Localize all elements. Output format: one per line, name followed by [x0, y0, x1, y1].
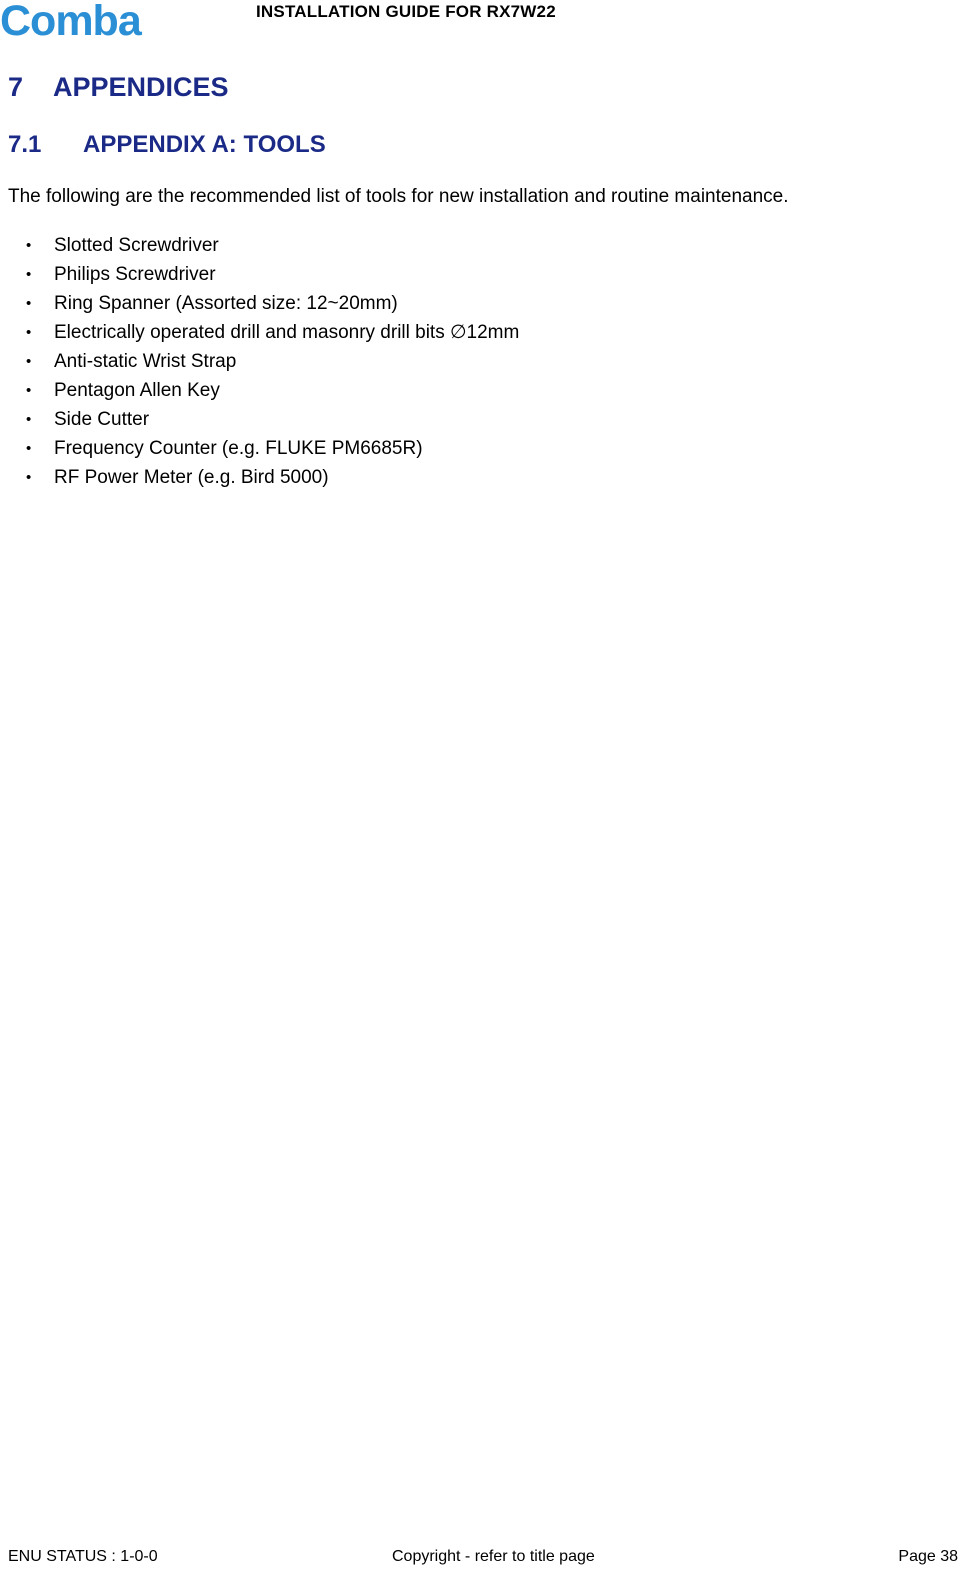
bullet-icon: • [26, 237, 32, 254]
comba-logo [0, 0, 182, 42]
bullet-icon: • [26, 440, 32, 457]
section-number: 7 [8, 72, 24, 102]
bullet-icon: • [26, 469, 32, 486]
tool-list [0, 234, 519, 495]
list-item [0, 350, 519, 379]
section-title: APPENDICES [53, 72, 229, 102]
footer-copyright: Copyright - refer to title page [392, 1548, 595, 1565]
list-item-text: Side Cutter [54, 409, 150, 430]
bullet-icon: • [26, 382, 32, 399]
list-item [0, 379, 519, 408]
bullet-icon: • [26, 411, 32, 428]
bullet-icon: • [26, 266, 32, 283]
section-heading [8, 72, 229, 103]
list-item [0, 466, 519, 495]
list-item-text: Philips Screwdriver [54, 264, 216, 285]
subsection-heading [8, 131, 326, 159]
subsection-number: 7.1 [8, 131, 42, 158]
footer-page-number: Page 38 [898, 1548, 958, 1565]
document-title: INSTALLATION GUIDE FOR RX7W22 [256, 2, 556, 21]
bullet-icon: • [26, 324, 32, 341]
list-item [0, 437, 519, 466]
subsection-title: APPENDIX A: TOOLS [83, 131, 326, 158]
list-item-text: Slotted Screwdriver [54, 235, 219, 256]
list-item-text: Frequency Counter (e.g. FLUKE PM6685R) [54, 438, 423, 459]
list-item-text: RF Power Meter (e.g. Bird 5000) [54, 467, 329, 488]
list-item-text: Ring Spanner (Assorted size: 12~20mm) [54, 293, 398, 314]
bullet-icon: • [26, 295, 32, 312]
list-item [0, 408, 519, 437]
footer-status: ENU STATUS : 1-0-0 [8, 1548, 158, 1565]
logo-text: Comba [0, 0, 141, 42]
list-item-text: Pentagon Allen Key [54, 380, 220, 401]
list-item [0, 263, 519, 292]
list-item-text: Electrically operated drill and masonry drill bits ∅12mm [54, 322, 520, 343]
list-item [0, 234, 519, 263]
bullet-icon: • [26, 353, 32, 370]
list-item-text: Anti-static Wrist Strap [54, 351, 237, 372]
list-item [0, 292, 519, 321]
list-item [0, 321, 519, 350]
intro-paragraph: The following are the recommended list of tools for new installation and routine maintenance. [8, 186, 789, 207]
